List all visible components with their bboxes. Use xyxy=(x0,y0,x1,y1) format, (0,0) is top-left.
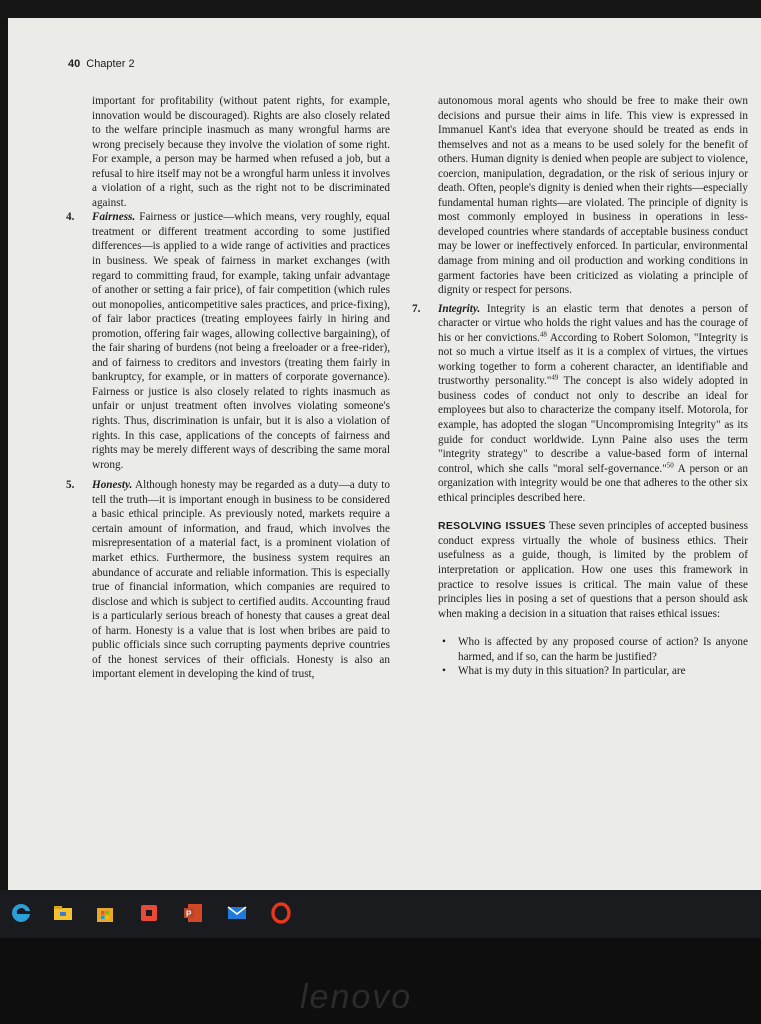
term-integrity: Integrity. xyxy=(438,302,481,315)
left-column xyxy=(66,94,390,682)
svg-text:P: P xyxy=(186,909,192,919)
device-bezel xyxy=(0,938,761,1024)
footnote-ref[interactable]: 49 xyxy=(551,373,559,382)
integrity-text-c: The concept is also widely adopted in business codes of conduct not only to describe an ideal for employees but also to characterize the company itself. Motorola, for example, has adopted the slogan "Uncompromising Integrity" as its guide for conduct worldwide. Lynn Paine also uses the term "integrity strategy" to describe a value-based form of internal control, which she calls "moral self-governance." xyxy=(438,375,748,475)
right-column xyxy=(412,94,748,679)
taskbar xyxy=(0,890,761,938)
left-continuation: important for profitability (without patent rights, for example, innovation would be discouraged). Rights are also closely related to the welfare principle inasmuch as many wrongful harms are wrong precisely because they involve the violation of some right. For example, a person may be harmed when refused a job, but a refusal to hire itself may not be a wrongful harm unless it involves a violation of a right, such as the right not to be discriminated against. xyxy=(92,95,390,209)
section-heading: RESOLVING ISSUES xyxy=(438,520,546,533)
footnote-ref[interactable]: 48 xyxy=(539,330,547,339)
footnote-ref[interactable]: 50 xyxy=(666,460,674,469)
principle-integrity xyxy=(412,302,748,506)
powerpoint-icon[interactable] xyxy=(182,902,204,924)
question-item: • What is my duty in this situation? In particular, are xyxy=(438,664,748,679)
chapter-label: Chapter 2 xyxy=(86,58,135,70)
principles-list-right xyxy=(412,302,748,506)
item-number: 5. xyxy=(66,479,75,492)
brand-logo: lenovo xyxy=(300,978,413,1016)
office-icon[interactable] xyxy=(138,902,160,924)
resolving-issues-paragraph xyxy=(438,519,748,621)
section-text: These seven principles of accepted business conduct express virtually the whole of business ethics. Their usefulness as a guide, though, is limited by the problem of interpretation or application. How one uses this framework in practice to resolve issues is critical. The main value of these principles lies in posing a set of questions that a person should ask when making a decision in a situation that raises ethical issues: xyxy=(438,520,748,620)
principles-list-left xyxy=(66,210,390,682)
term-fairness: Fairness. xyxy=(92,211,136,224)
item-number: 4. xyxy=(66,211,75,224)
term-honesty: Honesty. xyxy=(92,479,133,492)
principle-honesty xyxy=(66,478,390,682)
store-icon[interactable] xyxy=(94,902,116,924)
item-number: 7. xyxy=(412,302,421,315)
edge-icon[interactable] xyxy=(10,902,32,924)
integrity-text-d: A person or an organization with integrity would be one that adheres to the other six ethical principles described here. xyxy=(438,462,748,504)
file-explorer-icon[interactable] xyxy=(52,902,74,924)
integrity-text-b: According to Robert Solomon, "Integrity is not so much a virtue itself as it is a complex of virtues, the virtues working together to form a coherent character, an identifiable and trustworthy personality." xyxy=(438,331,748,388)
principle-fairness xyxy=(66,210,390,472)
page-number: 40 xyxy=(68,58,81,70)
question-item: • Who is affected by any proposed course of action? Is anyone harmed, and if so, can the harm be justified? xyxy=(438,635,748,664)
right-continuation: autonomous moral agents who should be free to make their own decisions and pursue their aims in life. This view is expressed in Immanuel Kant's idea that everyone should be treated as ends in themselves and not as a means to be used solely for the benefit of others. Human dignity is denied when people are subject to violence, coercion, manipulation, degradation, or the risk of serious injury or death. Often, people's dignity is denied when their rights—especially fundamental human rights—are violated. The principle of dignity is most commonly employed in business in operations in less-developed countries where standards of acceptable business conduct may be lower or ineffectively enforced. In particular, environmental damage from mining and oil production and working conditions in garment factories have been criticized as violating a principle of dignity or respect for persons. xyxy=(438,95,748,297)
opera-icon[interactable] xyxy=(270,902,292,924)
questions-list xyxy=(438,635,748,679)
honesty-text: Although honesty may be regarded as a duty—a duty to tell the truth—it is important enough in business to be considered a basic ethical principle. As previously noted, markets require a certain amount of information, and fraud, which involves the misrepresentation of a material fact, is a prominent violation of market ethics. Furthermore, the business system requires an abundance of accurate and reliable information. This is especially true of financial information, which companies are required to disclose and which is subject to certified audits. Accounting fraud is a particularly serious breach of honesty that causes a great deal of harm. Honesty is a value that is lost when bribes are paid to public officials since such corrupting payments deprive countries of the honest services of their officials. Honesty is also an important element in developing the kind of trust, xyxy=(92,479,390,681)
fairness-text: Fairness or justice—which means, very roughly, equal treatment or different treatment according to some justified differences—is applied to a wide range of activities and practices in business. We speak of fairness in market exchanges (with regard to committing fraud, for example, taking unfair advantage of another or setting a fair price), of fair competition (which rules out monopolies, anticompetitive sales practices, and price-fixing), of fair labor practices (treating employees fairly in hiring and promotion, offering fair wages, allowing collective bargaining), of the fair sharing of burdens (not being a freeloader or a free-rider), and of fairness to creditors and investors (treating them fairly in bankruptcy, for example, or in matters of corporate governance). Fairness or justice is also closely related to rights inasmuch as unfair or unjust treatment often involves violating someone's rights. Thus, discrimination is unfair, but it is also a violation of rights. In this case, applications of the concepts of fairness and rights may be merely different ways of describing the same moral wrong. xyxy=(92,211,390,471)
document-page[interactable] xyxy=(8,18,761,890)
running-head xyxy=(68,58,135,70)
integrity-text-a: Integrity is an elastic term that denotes a person of character or virtue who holds the right values and has the courage of his or her convictions. xyxy=(438,302,748,344)
mail-icon[interactable] xyxy=(226,902,248,924)
screen-top-bezel xyxy=(0,0,761,18)
